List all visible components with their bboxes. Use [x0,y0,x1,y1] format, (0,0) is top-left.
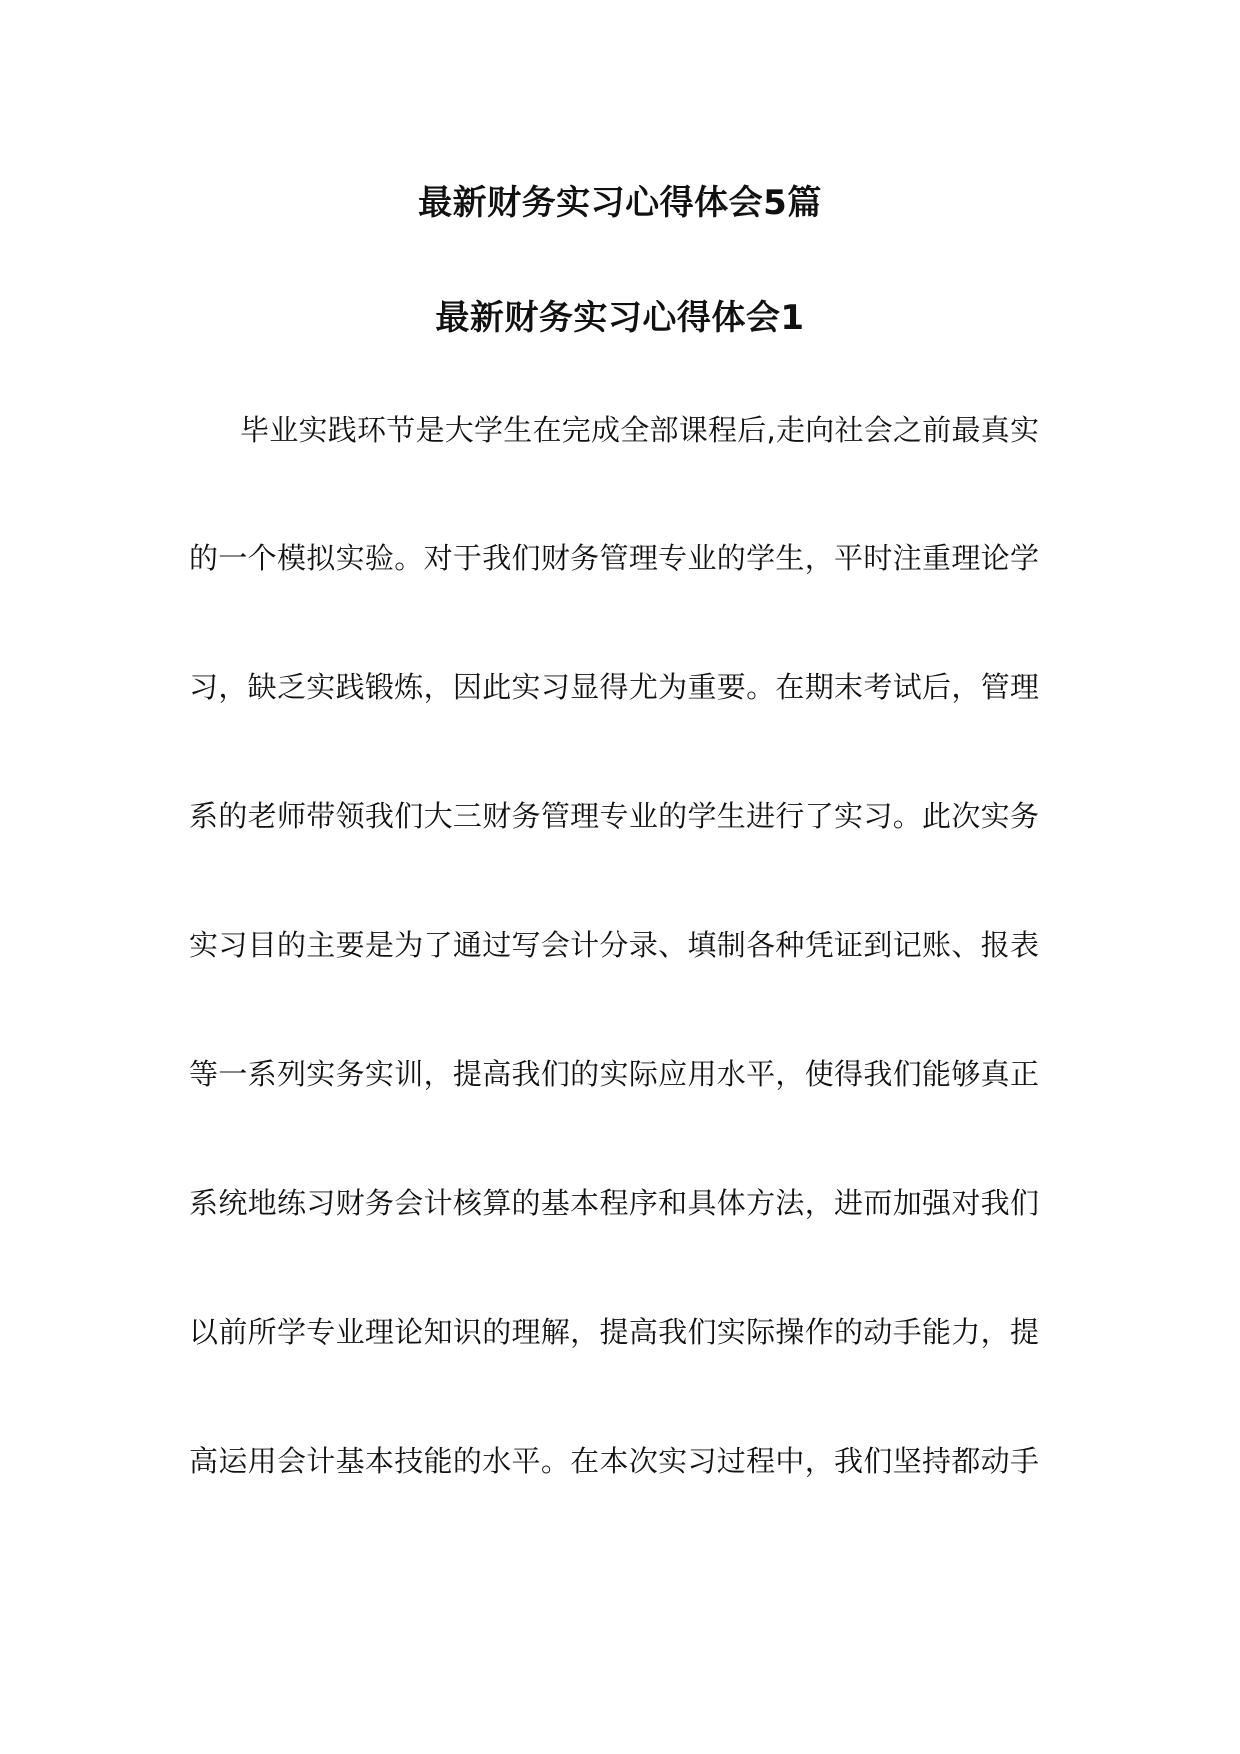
paragraph-line: 以前所学专业理论知识的理解，提高我们实际操作的动手能力，提 [189,1315,1039,1349]
paragraph-line: 高运用会计基本技能的水平。在本次实习过程中，我们坚持都动手 [189,1444,1039,1478]
paragraph-line: 毕业实践环节是大学生在完成全部课程后,走向社会之前最真实 [240,413,1039,447]
document-title: 最新财务实习心得体会5篇 [418,183,822,223]
paragraph-line: 系的老师带领我们大三财务管理专业的学生进行了实习。此次实务 [189,799,1039,833]
paragraph-line: 等一系列实务实训，提高我们的实际应用水平，使得我们能够真正 [189,1057,1039,1091]
paragraph-line: 系统地练习财务会计核算的基本程序和具体方法，进而加强对我们 [189,1186,1039,1220]
paragraph-line: 实习目的主要是为了通过写会计分录、填制各种凭证到记账、报表 [189,928,1039,962]
paragraph-line: 习，缺乏实践锻炼，因此实习显得尤为重要。在期末考试后，管理 [189,670,1039,704]
section-heading: 最新财务实习心得体会1 [435,298,805,338]
paragraph-line: 的一个模拟实验。对于我们财务管理专业的学生，平时注重理论学 [189,541,1039,575]
